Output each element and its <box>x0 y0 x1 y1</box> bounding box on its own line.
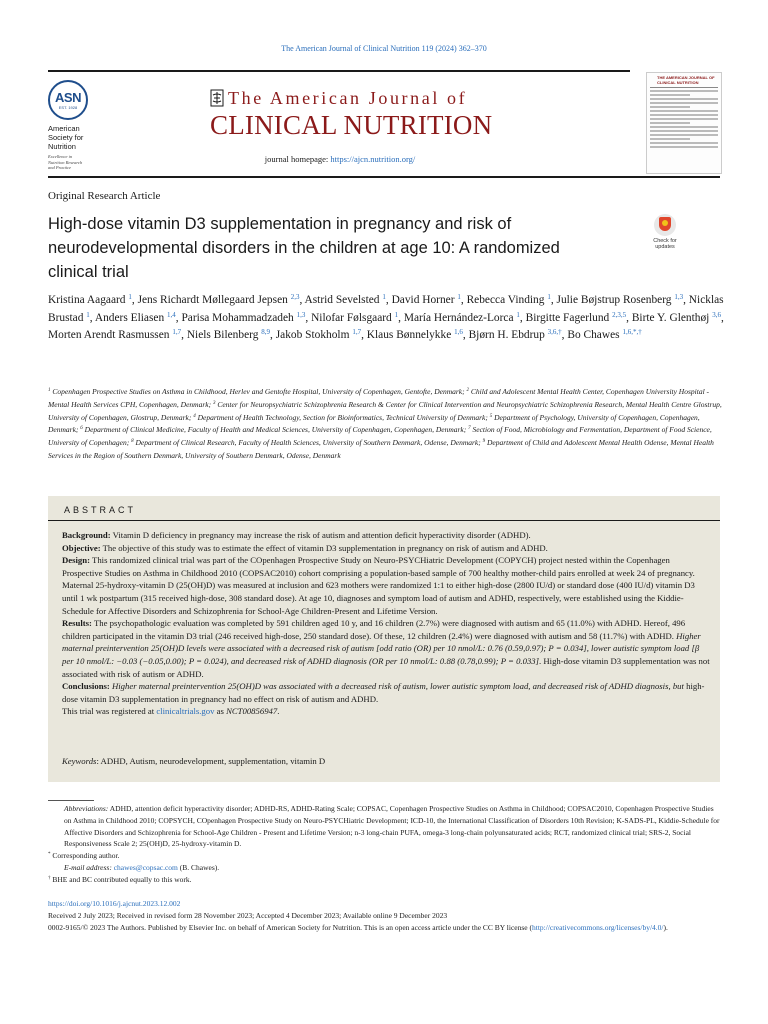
author-affiliation-marker[interactable]: 1 <box>547 293 551 301</box>
abstract-background: Background: Vitamin D deficiency in pregnancy may increase the risk of autism and attention deficit hyperactivity disorder (ADHD). <box>62 530 531 540</box>
journal-title-line2: CLINICAL NUTRITION <box>210 110 493 140</box>
history-dates: Received 2 July 2023; Received in revised form 28 November 2023; Accepted 4 December 2023; Available online 9 December 2023 <box>48 910 448 920</box>
author-affiliation-marker[interactable]: 3,6 <box>712 310 721 319</box>
author-name[interactable]: Anders Eliasen <box>94 311 165 324</box>
society-tagline: Excellence in Nutrition Research and Practice <box>48 154 83 170</box>
author-affiliation-marker[interactable]: 1,7 <box>352 328 362 337</box>
author-affiliation-marker[interactable]: 1,3 <box>296 310 306 319</box>
author-name[interactable]: David Horner <box>391 294 455 306</box>
license-text: 0002-9165/© 2023 The Authors. Published by Elsevier Inc. on behalf of American Society for Nutrition. This is an open access article under the CC BY license (http://creativecommons.org/licenses/by/4.0/). <box>48 922 668 932</box>
society-name: American Society for Nutrition <box>48 124 84 151</box>
affiliation-text: Department of Health Technology, Section for Bioinformatics, Technical University of Denmark; <box>197 412 488 422</box>
author-affiliation-marker[interactable]: 1,6,*,† <box>622 328 642 337</box>
cover-title: THE AMERICAN JOURNAL OF CLINICAL NUTRITION <box>657 75 715 85</box>
homepage-link[interactable]: https://ajcn.nutrition.org/ <box>330 154 416 164</box>
journal-emblem-icon <box>210 89 224 107</box>
masthead-rule-bottom <box>48 176 720 178</box>
affiliations <box>48 386 726 463</box>
affiliation-text: Department of Clinical Medicine, Faculty of Health and Medical Sciences, University of Copenhagen, Copenhagen, Denmark; <box>84 425 467 435</box>
affiliation-text: Section of Food, Microbiology and Fermentation, Department of Food Science, University of Copenhagen; <box>48 425 712 448</box>
doi-link[interactable]: https://doi.org/10.1016/j.ajcnut.2023.12.002 <box>48 899 181 908</box>
author-name[interactable]: Astrid Sevelsted <box>304 294 380 306</box>
author-name[interactable]: Birte Y. Glenthøj <box>631 311 710 324</box>
masthead-rule-top <box>48 70 630 72</box>
journal-homepage: journal homepage: https://ajcn.nutrition.org/ <box>264 154 416 164</box>
affiliation-number: 8 <box>131 439 134 445</box>
license-link[interactable]: http://creativecommons.org/licenses/by/4.0/ <box>532 922 664 932</box>
author-name[interactable]: Niels Bilenberg <box>186 329 259 342</box>
affiliation-number: 5 <box>489 413 493 419</box>
author-affiliation-marker[interactable]: 3,6,† <box>547 328 562 337</box>
author-name[interactable]: Jakob Stokholm <box>275 329 350 342</box>
author-affiliation-marker[interactable]: 1 <box>128 293 132 301</box>
abstract-results: Results: The psychopathologic evaluation was completed by 591 children aged 10 y, and 16 children (2.7%) were diagnosed with autism and 65 (11.0%) with ADHD. Hereof, 496 children participated in the vitamin D3 trial (246 received high-dose, 250 standard dose). Of these, 12 children (2.4%) were diagnosed with autism and 58 (11.7%) with ADHD. Higher maternal preintervention 25(OH)D levels were associated with a decreased risk of autism [odd ratio (OR) per 10 nmol/L: 0.76 (0.59,0.97); P = 0.034], lower autistic symptom load [β per 10 nmol/L: −0.03 (−0.05,0.00); P = 0.024), and decreased risk of ADHD diagnosis (OR per 10 nmol/L: 0.88 (0.78,0.99); P = 0.033]. High-dose vitamin D3 supplementation was not associated with risk of autism or ADHD. <box>62 618 710 679</box>
asn-acronym: ASN <box>55 90 81 105</box>
author-affiliation-marker[interactable]: 1 <box>382 293 386 301</box>
affiliation-number: 2 <box>466 388 469 393</box>
author-affiliation-marker[interactable]: 1,7 <box>172 328 182 337</box>
author-name[interactable]: Nicklas Brustad <box>48 294 724 324</box>
article-type: Original Research Article <box>48 190 161 202</box>
author-name[interactable]: Parisa Mohammadzadeh <box>181 311 294 324</box>
affiliation-number: 9 <box>482 439 486 445</box>
equal-contribution-footnote: † BHE and BC contributed equally to this work. <box>48 874 192 884</box>
author-name[interactable]: Julie Bøjstrup Rosenberg <box>556 294 672 306</box>
abstract-box <box>48 496 720 782</box>
asn-emblem-icon <box>48 80 88 120</box>
journal-title-line1: The American Journal of <box>228 88 468 108</box>
author-affiliation-marker[interactable]: 1 <box>516 310 520 319</box>
author-affiliation-marker[interactable]: 1 <box>457 293 461 301</box>
affiliation-text: Department of Clinical Research, Faculty of Health Sciences, University of Southern Denmark, Odense, Denmark; <box>135 438 481 448</box>
journal-citation[interactable]: The American Journal of Clinical Nutrition 119 (2024) 362–370 <box>281 44 487 53</box>
author-affiliation-marker[interactable]: 2,3 <box>290 293 300 301</box>
author-name[interactable]: Klaus Bønnelykke <box>366 329 452 342</box>
author-affiliation-marker[interactable]: 1,4 <box>167 310 176 319</box>
author-affiliation-marker[interactable]: 8,9 <box>261 328 271 337</box>
author-affiliation-marker[interactable]: 1 <box>394 310 399 319</box>
abstract-design: Design: This randomized clinical trial was part of the COpenhagen Prospective Study on Neuro-PSYCHiatric Development (COPYCH) project nested within the Copenhagen Prospective Studies on Asthma in Childhood 2010 (COPSAC2010) cohort comprising a population-based sample of 700 healthy mother-child pairs enrolled at week 24 of pregnancy. Maternal 25-hydroxy-vitamin D (25(OH)D) was measured at inclusion and 623 mothers were randomized 1:1 to either high-dose (2800 IU/d) or standard dose (400 IU/d) vitamin D3 until 1 wk postpartum (315 received high-dose, 308 standard dose). At age 10, diagnoses and symptom load of autism and ADHD, respectively, were established using the Kiddie-Schedule for Affective Disorders and Schizophrenia for School-Age Children-Present and Lifetime Version. <box>62 555 695 616</box>
abstract-conclusions: Conclusions: Higher maternal preintervention 25(OH)D was associated with a decreased risk of autism, lower autistic symptom load, and decreased risk of ADHD diagnosis, but high-dose vitamin D3 supplementation in pregnancy had no effect on risk of autism and ADHD. <box>62 681 705 704</box>
affiliation-number: 4 <box>193 413 196 419</box>
journal-cover-thumbnail[interactable] <box>646 72 722 174</box>
check-updates-icon <box>654 214 676 236</box>
check-for-updates-button[interactable]: Check for updates <box>648 214 682 254</box>
affiliation-number: 3 <box>212 400 216 406</box>
affiliation-text: Copenhagen Prospective Studies on Asthma in Childhood, Herlev and Gentofte Hospital, University of Copenhagen, Gentofte, Denmark; <box>52 387 465 396</box>
author-name[interactable]: Bjørn H. Ebdrup <box>468 329 545 342</box>
affiliation-number: 6 <box>80 426 83 432</box>
author-name[interactable]: María Hernández-Lorca <box>403 311 514 324</box>
corresponding-footnote: * Corresponding author. <box>48 851 120 861</box>
asn-est: EST. 1928 <box>58 105 78 110</box>
article-title: High-dose vitamin D3 supplementation in pregnancy and risk of neurodevelopmental disorders in the children at age 10: A randomized clinical trial <box>48 215 560 281</box>
author-affiliation-marker[interactable]: 2,3,5 <box>612 310 627 319</box>
publication-info <box>48 898 720 933</box>
author-name[interactable]: Rebecca Vinding <box>466 294 545 306</box>
author-list: Kristina Aagaard $^1$, Jens Richardt Møllegaard Jepsen $^{2,3}$, Astrid Sevelsted $^1$, David Horner $^1$, Rebecca Vinding $^1$, Julie Bøjstrup Rosenberg $^{1,3}$, Nicklas Brustad $^1$, Anders Eliasen $^{1,4}$, Parisa Mohammadzadeh $^{1,3}$, Nilofar Følsgaard $^1$, María Hernández-Lorca $^1$, Birgitte Fagerlund $^{2,3,5}$, Birte Y. Glenthøj $^{3,6}$, Morten Arendt Rasmussen $^{1,7}$, Niels Bilenberg $^{8,9}$, Jakob Stokholm $^{1,7}$, Klaus Bønnelykke $^{1,6}$, Bjørn H. Ebdrup $^{3,6,\dagger}$, Bo Chawes $^{1,6,*,\dagger}$ <box>48 293 724 342</box>
abstract-heading: ABSTRACT <box>64 505 137 515</box>
affiliation-number: 7 <box>468 426 471 432</box>
affiliation-text: Center for Neuropsychiatric Schizophrenia Research & Center for Clinical Intervention and Neuropsychiatric Schizophrenia Research, Mental Health Centre Glostrup, University of Copenhagen, Glostrup, Denmark; <box>48 399 722 422</box>
abstract-rule <box>48 520 720 521</box>
author-name[interactable]: Birgitte Fagerlund <box>525 311 610 324</box>
affiliation-text: Department of Child and Adolescent Mental Health Odense, Mental Health Services in the Region of Southern Denmark, University of Southern Denmark, Odense, Denmark <box>48 438 714 460</box>
email-link[interactable]: chawes@copsac.com <box>113 862 178 872</box>
footnote-rule <box>48 800 94 801</box>
affiliation-text: Child and Adolescent Mental Health Center, Copenhagen University Hospital - Mental Health Services CPH, Copenhagen, Denmark; <box>48 387 710 409</box>
author-affiliation-marker[interactable]: 1 <box>86 310 90 319</box>
author-affiliation-marker[interactable]: 1,3 <box>674 293 684 301</box>
email-footnote: E-mail address: chawes@copsac.com (B. Chawes). <box>64 862 220 872</box>
abstract-objective: Objective: The objective of this study was to estimate the effect of vitamin D3 supplementation in pregnancy on risk of autism and ADHD. <box>62 542 548 553</box>
abstract-body <box>62 529 710 718</box>
abstract-registration: This trial was registered at clinicaltrials.gov as NCT00856947. <box>62 706 280 717</box>
journal-masthead <box>210 88 540 141</box>
affiliation-text: Department of Psychology, University of Copenhagen, Copenhagen, Denmark; <box>48 412 700 435</box>
footnotes <box>48 803 720 886</box>
abbreviations-footnote: Abbreviations: ADHD, attention deficit hyperactivity disorder; ADHD-RS, ADHD-Rating Scale; COPSAC, Copenhagen Prospective Studies on Asthma in Childhood; COPSAC2010, Copenhagen Prospective Studies on Asthma in Childhood 2010; COPSYCH, COpenhagen Prospective Study on Neuro-PSYCHiatric Development; ICD-10, the International Classification of Disorders 10th Revision; K-SADS-PL, Kiddie-Schedule for Affective Disorders and Schizophrenia for School-Age Children - Present and Lifetime Version; n-3 long-chain PUFA, omega-3 long-chain polyunsaturated acids; RCT, randomized clinical trial; SRS-2, Social Responsiveness Scale 2; 25(OH)D, 25-hydroxy-vitamin D. <box>64 804 720 849</box>
author-name[interactable]: Bo Chawes <box>567 329 620 342</box>
author-name[interactable]: Nilofar Følsgaard <box>311 311 392 324</box>
author-name[interactable]: Kristina Aagaard <box>48 294 126 306</box>
author-name[interactable]: Morten Arendt Rasmussen <box>48 329 170 342</box>
author-affiliation-marker[interactable]: 1,6 <box>454 328 463 337</box>
affiliation-number: 1 <box>48 388 51 393</box>
keywords: Keywords: ADHD, Autism, neurodevelopment, supplementation, vitamin D <box>62 756 326 766</box>
clinicaltrials-link[interactable]: clinicaltrials.gov <box>156 706 215 717</box>
author-name[interactable]: Jens Richardt Møllegaard Jepsen <box>137 294 288 306</box>
